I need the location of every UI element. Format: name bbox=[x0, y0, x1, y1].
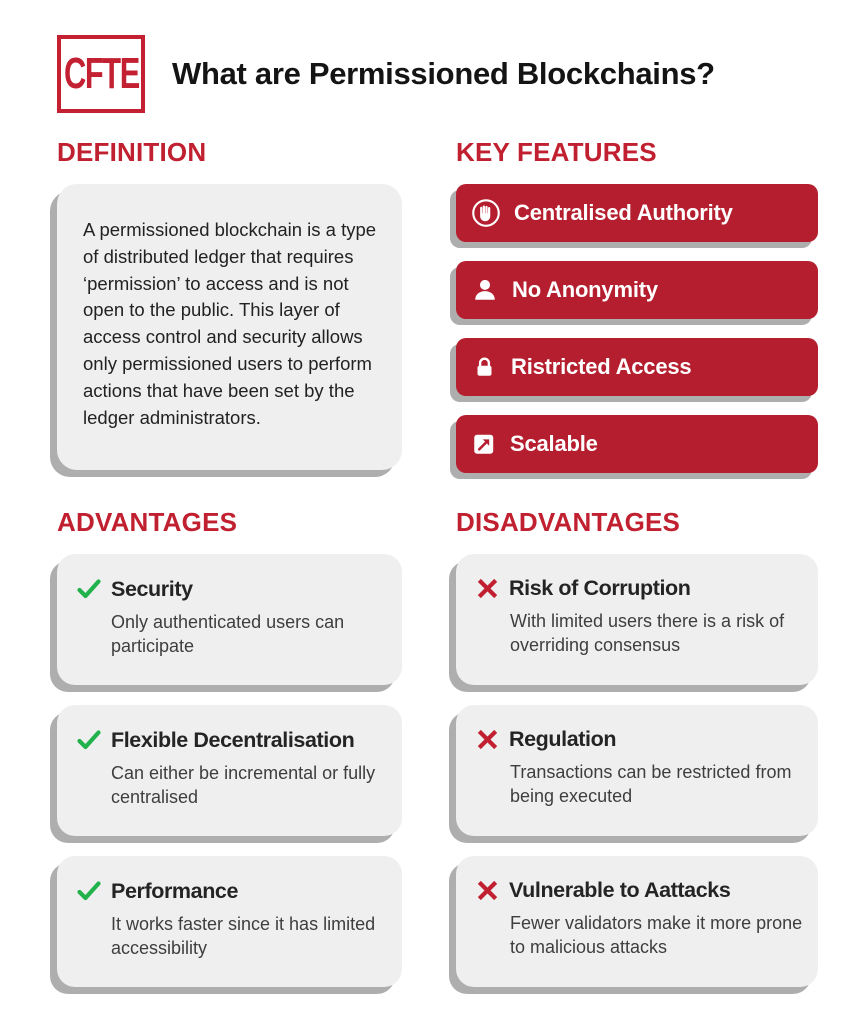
disadvantage-title: Regulation bbox=[509, 727, 617, 751]
feature-label: Scalable bbox=[510, 431, 598, 456]
key-features-list bbox=[456, 184, 818, 473]
disadvantage-title: Risk of Corruption bbox=[509, 576, 691, 600]
feature-label: No Anonymity bbox=[512, 277, 658, 302]
cross-icon bbox=[475, 576, 500, 601]
advantage-description: It works faster since it has limited accessibility bbox=[111, 914, 376, 959]
feature-centralised-authority bbox=[456, 184, 818, 242]
advantages-heading: ADVANTAGES bbox=[57, 507, 238, 537]
disadvantages-heading: DISADVANTAGES bbox=[456, 507, 681, 537]
advantage-description: Can either be incremental or fully centralised bbox=[111, 763, 376, 808]
cfte-logo-text: CFTE bbox=[63, 49, 139, 98]
feature-ristricted-access bbox=[456, 338, 818, 396]
feature-label: Ristricted Access bbox=[511, 354, 692, 379]
page-title: What are Permissioned Blockchains? bbox=[172, 56, 715, 91]
stop-hand-icon bbox=[471, 198, 501, 228]
check-icon bbox=[76, 727, 102, 753]
lock-icon bbox=[471, 354, 498, 381]
advantage-card-security bbox=[57, 554, 402, 685]
advantage-title: Performance bbox=[111, 878, 239, 903]
expand-arrow-icon bbox=[471, 431, 497, 457]
cross-icon bbox=[475, 727, 500, 752]
disadvantage-card-risk-of-corruption bbox=[456, 554, 818, 685]
disadvantage-card-vulnerable-to-attacks bbox=[456, 856, 818, 987]
disadvantage-description: Fewer validators make it more prone to malicious attacks bbox=[510, 913, 803, 958]
advantage-card-performance bbox=[57, 856, 402, 987]
cfte-logo bbox=[57, 35, 145, 113]
person-icon bbox=[471, 276, 499, 304]
check-icon bbox=[76, 878, 102, 904]
definition-heading: DEFINITION bbox=[57, 137, 207, 167]
disadvantage-card-regulation bbox=[456, 705, 818, 836]
definition-body: A permissioned blockchain is a type of distributed ledger that requires ‘permission’ to access and is not open to the public. This layer of access control and security allows only permissioned users to perform actions that have been set by the ledger administrators. bbox=[83, 219, 377, 428]
check-icon bbox=[76, 576, 102, 602]
content-grid bbox=[57, 114, 820, 1007]
feature-scalable bbox=[456, 415, 818, 473]
disadvantage-title: Vulnerable to Aattacks bbox=[509, 878, 731, 902]
disadvantage-description: Transactions can be restricted from being executed bbox=[510, 762, 792, 807]
key-features-heading: KEY FEATURES bbox=[456, 137, 657, 167]
feature-label: Centralised Authority bbox=[514, 200, 733, 225]
definition-card bbox=[57, 184, 402, 470]
header bbox=[57, 34, 820, 114]
cross-icon bbox=[475, 878, 500, 903]
feature-no-anonymity bbox=[456, 261, 818, 319]
advantage-title: Flexible Decentralisation bbox=[111, 727, 355, 752]
disadvantage-description: With limited users there is a risk of overriding consensus bbox=[510, 611, 785, 656]
advantage-title: Security bbox=[111, 576, 193, 601]
advantage-card-flexible-decentralisation bbox=[57, 705, 402, 836]
advantage-description: Only authenticated users can participate bbox=[111, 612, 345, 657]
